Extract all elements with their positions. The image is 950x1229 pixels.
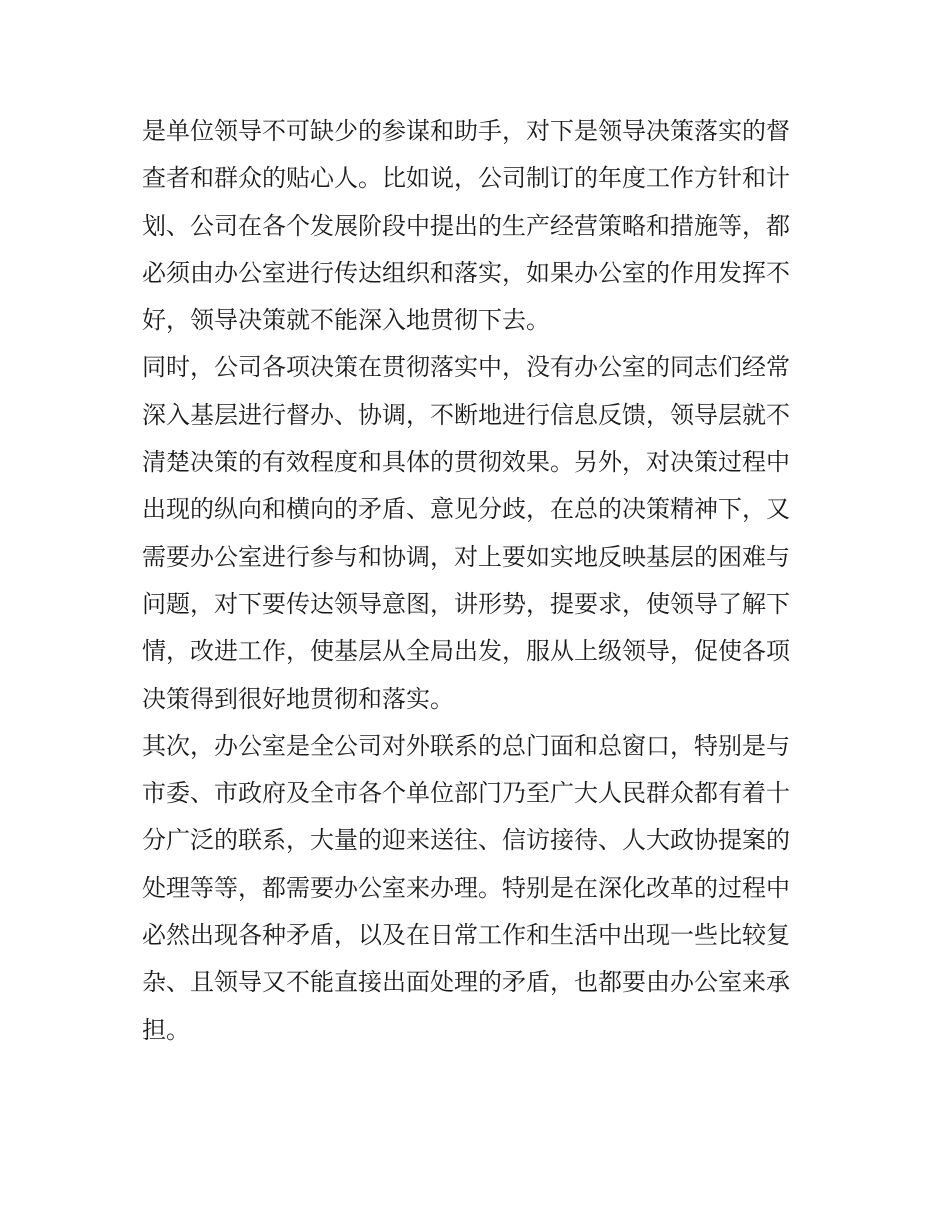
paragraph-1 [142,108,822,344]
text-line: 出现的纵向和横向的矛盾、意见分歧，在总的决策精神下，又 [142,495,790,524]
text-line: 必然出现各种矛盾，以及在日常工作和生活中出现一些比较复 [142,921,790,950]
text-line: 情，改进工作，使基层从全局出发，服从上级领导，促使各项 [142,637,790,666]
text-line: 其次，办公室是全公司对外联系的总门面和总窗口，特别是与 [142,731,790,760]
text-line: 查者和群众的贴心人。比如说，公司制订的年度工作方针和计 [142,164,790,193]
text-line: 划、公司在各个发展阶段中提出的生产经营策略和措施等，都 [142,211,790,240]
text-line: 担。 [142,1015,190,1044]
paragraph-3 [142,723,822,1054]
text-line: 是单位领导不可缺少的参谋和助手，对下是领导决策落实的督 [142,117,790,145]
text-line: 杂、且领导又不能直接出面处理的矛盾，也都要由办公室来承 [142,968,790,997]
text-line: 需要办公室进行参与和协调，对上要如实地反映基层的困难与 [142,542,790,571]
text-line: 市委、市政府及全市各个单位部门乃至广大人民群众都有着十 [142,779,790,808]
text-line: 清楚决策的有效程度和具体的贯彻效果。另外，对决策过程中 [142,448,790,477]
text-line: 处理等等，都需要办公室来办理。特别是在深化改革的过程中 [142,873,790,902]
text-line: 好，领导决策就不能深入地贯彻下去。 [142,306,550,335]
text-line: 决策得到很好地贯彻和落实。 [142,684,454,713]
text-line: 必须由办公室进行传达组织和落实，如果办公室的作用发挥不 [142,258,790,287]
text-line: 问题，对下要传达领导意图，讲形势，提要求，使领导了解下 [142,589,790,618]
document-body [142,108,822,1054]
paragraph-2 [142,344,822,722]
text-line: 同时，公司各项决策在贯彻落实中，没有办公室的同志们经常 [142,353,790,382]
text-line: 分广泛的联系，大量的迎来送往、信访接待、人大政协提案的 [142,826,790,855]
text-line: 深入基层进行督办、协调，不断地进行信息反馈，领导层就不 [142,400,790,429]
